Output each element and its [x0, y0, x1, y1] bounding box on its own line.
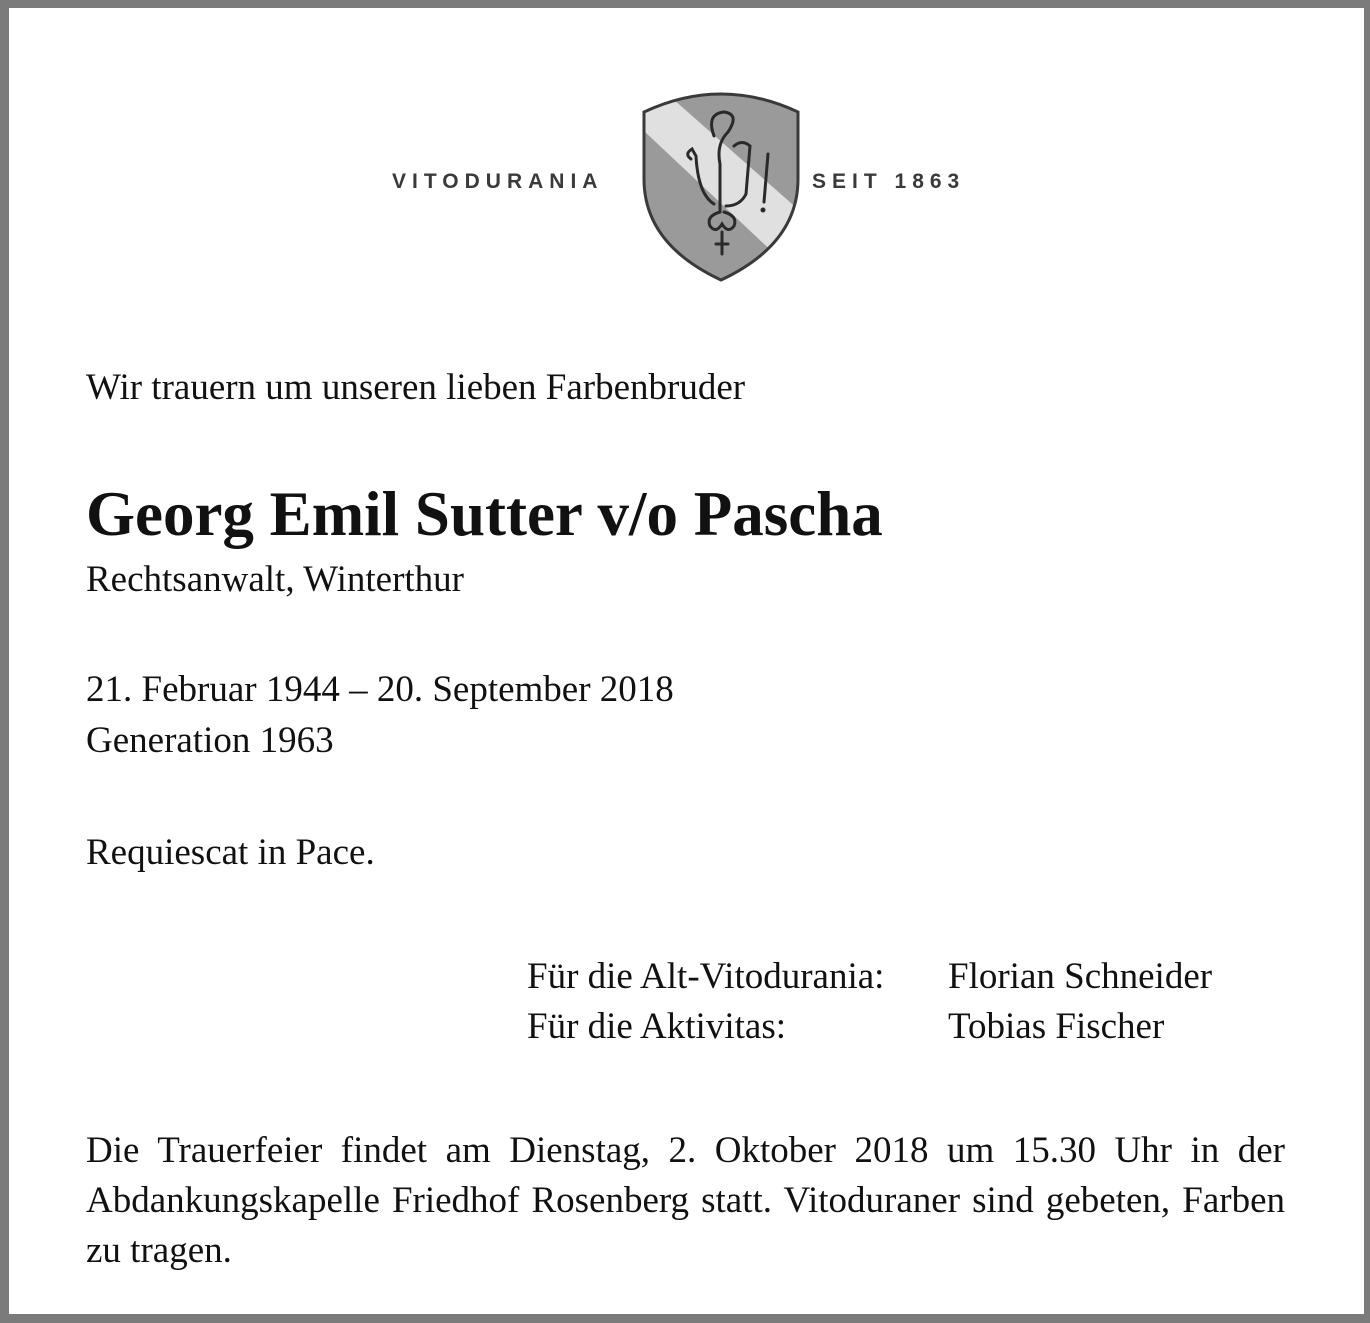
- signature-label-alt-vitodurania: Für die Alt-Vitodurania:: [527, 956, 885, 997]
- rip-line: Requiescat in Pace.: [86, 832, 375, 873]
- deceased-name: Georg Emil Sutter v/o Pascha: [86, 479, 883, 549]
- logo-left-text: VITODURANIA: [392, 170, 604, 193]
- funeral-info: Die Trauerfeier findet am Dienstag, 2. Oktober 2018 um 15.30 Uhr in der Abdankungskapelle Friedhof Rosenberg statt. Vitoduraner sind gebeten, Farben zu tragen.: [86, 1130, 1285, 1271]
- signature-label-aktivitas: Für die Aktivitas:: [527, 1006, 786, 1047]
- crest-shield-icon: [636, 84, 806, 284]
- logo-right-text: SEIT 1863: [812, 170, 966, 193]
- life-dates: 21. Februar 1944 – 20. September 2018: [86, 669, 674, 710]
- intro-line: Wir trauern um unseren lieben Farbenbruder: [86, 367, 746, 408]
- signature-name-alt-vitodurania: Florian Schneider: [948, 956, 1213, 997]
- occupation-line: Rechtsanwalt, Winterthur: [86, 559, 465, 600]
- generation-line: Generation 1963: [86, 720, 334, 761]
- signature-name-aktivitas: Tobias Fischer: [948, 1006, 1165, 1047]
